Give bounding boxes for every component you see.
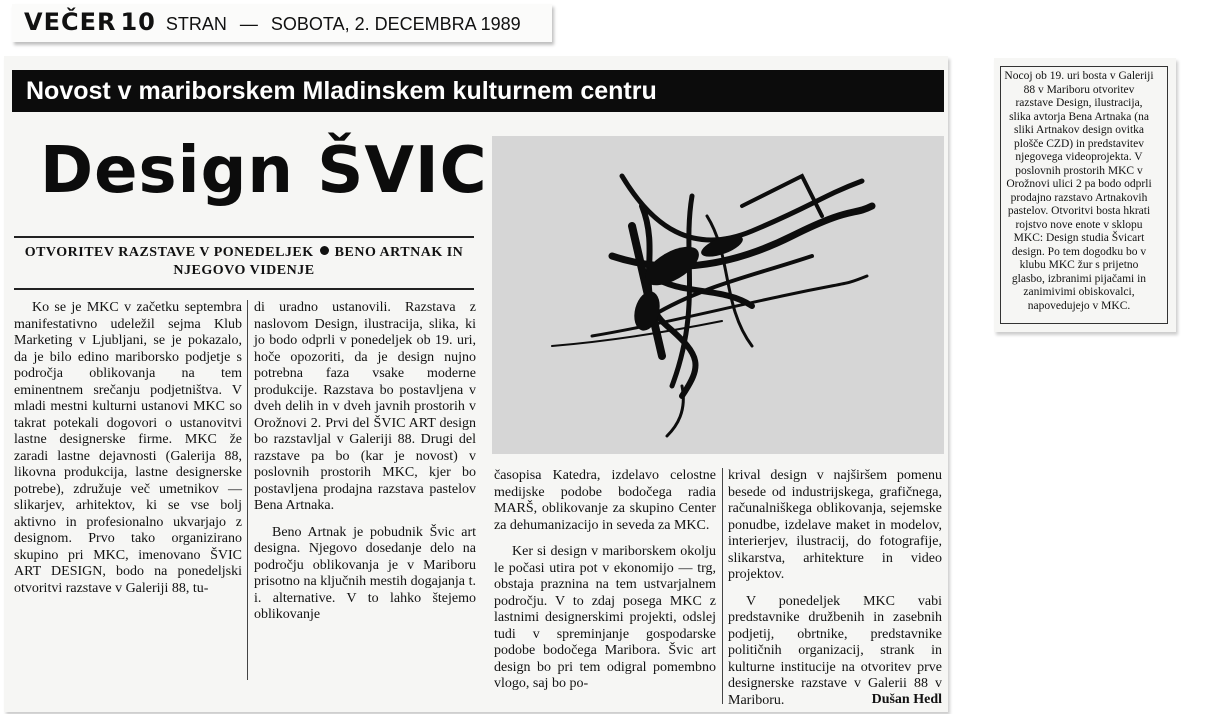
text-column-3	[494, 468, 716, 693]
article-kicker: Novost v mariborskem Mladinskem kulturnem centru	[12, 70, 944, 112]
text-column-4	[728, 468, 942, 709]
column-divider	[722, 468, 723, 704]
article-clipping	[4, 56, 948, 712]
sidebar-text: Nocoj ob 19. uri bosta v Galeriji 88 v Mariboru otvoritev razstave Design, ilustracija, slika avtorja Bena Artnaka (na sliki Artnakov design ovitka plošče CZD) in predstavitev njegovega videoprojekta. V poslovnih prostorih MKC v Orožnovi ulici 2 pa bodo odprli prodajno razstavo Artnakovih pastelov. Otvoritvi bosta hkrati rojstvo nove enote v sklopu MKC: Design studia Švicart design. Po tem dogodku bo v klubu MKC žur s prijetno glasbo, izbranimi pijačami in zanimivimi obiskovalci, napovedujejo v MKC.	[1004, 70, 1154, 312]
issue-date: SOBOTA, 2. DECEMBRA 1989	[270, 14, 521, 34]
masthead-clipping	[12, 4, 552, 42]
subhead-top-rule	[14, 236, 474, 238]
paragraph: Ko se je MKC v začetku septembra manifestativno udeležil sejma Klub Marketing v Ljubljani, se je pokazalo, da je bilo edino mariborsko podjetje s področja oblikovanja na tem eminentnem srečanju podjetništva. V mladi mestni kulturni ustanovi MKC so takrat potekali dogovori o ustanovitvi lastne designerske firme. MKC že zaradi lastne dejavnosti (Galerija 88, likovna produkcija, lastne designerske potrebe), združuje več umetnikov — slikarjev, arhitektov, ki se vse bolj aktivno in profesionalno ukvarjajo z designom. Prvo tako organizirano skupino pri MKC, imenovano ŠVIC ART DESIGN, bodo na ponedeljski otvoritvi razstave v Galeriji 88, tu-	[14, 300, 242, 596]
paragraph: časopisa Katedra, izdelavo celostne medijske podobe bodočega radia MARŠ, oblikovanje za skupino Center za dehumanizacijo in seveda za MKC.	[494, 468, 716, 533]
text-column-1	[14, 300, 242, 597]
paragraph: di uradno ustanovili. Razstava z naslovom Design, ilustracija, slika, ki jo bodo odprli v ponedeljek ob 19. uri, hoče opozoriti, da je design nujno potrebna faza vsake moderne produkcije. Razstava bo postavljena v dveh delih in v dveh javnih prostorih v Orožnovi 2. Prvi del ŠVIC ART design bo razstavljal v Galeriji 88. Drugi del razstave pa bo (kar je novost) v poslovnih prostorih MKC, kjer bo postavljena prodajna razstava pastelov Bena Artnaka.	[254, 300, 476, 513]
column-divider	[247, 300, 248, 680]
bullet-icon	[320, 246, 329, 255]
article-byline: Dušan Hedl	[871, 692, 942, 707]
masthead-row	[24, 8, 529, 36]
sidebar-clipping	[994, 58, 1176, 332]
paragraph: V ponedeljek MKC vabi predstavnike družbenih in zasebnih podjetij, obrtnike, predstavnike političnih organizacij, strank in kulturne institucije na otvoritev prve designerske razstave v Galerii 88 v Mariboru.	[728, 593, 942, 708]
article-headline: Design ŠVIC	[40, 134, 488, 208]
masthead-separator: —	[239, 14, 258, 34]
subhead-part1: OTVORITEV RAZSTAVE V PONEDELJEK	[24, 245, 314, 260]
article-subhead	[14, 244, 474, 280]
page-word: STRAN	[165, 14, 227, 34]
abstract-brush-artwork-icon	[492, 136, 944, 454]
paragraph: krival design v najširšem pomenu besede od industrijskega, grafičnega, računalniškega oblikovanja, sejemske ponudbe, izdelave maket in modelov, interierjev, ilustracij, do fotografije, slikarstva, arhitekture in video projektov.	[728, 468, 942, 582]
artwork-photo	[492, 136, 944, 454]
paragraph: Beno Artnak je pobudnik Švic art designa. Njegovo dosedanje delo na področju oblikovanja je v Mariboru prisotno na ključnih mestih dogajanja t. i. alternative. V to lahko štejemo oblikovanje	[254, 524, 476, 622]
subhead-bottom-rule	[14, 288, 474, 290]
text-column-2	[254, 300, 476, 624]
newspaper-brand: VEČER	[24, 8, 117, 36]
paragraph: Ker si design v mariborskem okolju le počasi utira pot v ekonomijo — trg, obstaja praznina na tem ustvarjalnem področju. V to zdaj posega MKC z lastnimi designerskimi projekti, odslej tudi v spreminjanje gospodarske podobe bodočega Maribora. Švic art design bo pri tem odigral pomembno vlogo, saj bo po-	[494, 544, 716, 691]
subhead-part2: BENO ARTNAK IN NJEGOVO VIDENJE	[173, 245, 464, 278]
page-number: 10	[120, 8, 156, 36]
page-info	[166, 14, 529, 34]
